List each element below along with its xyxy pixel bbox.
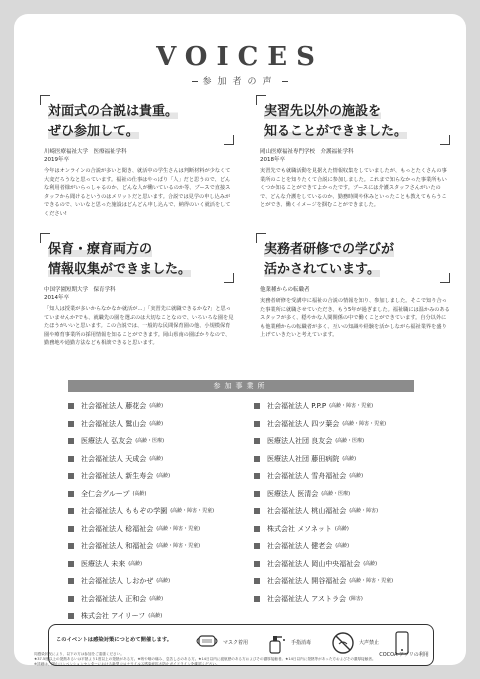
org-item — [68, 540, 248, 558]
bullet-square-icon — [254, 473, 260, 479]
org-category: (高齢) — [334, 525, 349, 532]
bullet-square-icon — [254, 526, 260, 532]
org-item — [68, 593, 248, 611]
page-subtitle: 参加者の声 — [14, 74, 466, 87]
org-category: (高齢) — [363, 560, 378, 567]
bullet-square-icon — [68, 456, 74, 462]
org-name: 社会福祉法人 和福祉会 — [81, 542, 154, 550]
bullet-square-icon — [68, 403, 74, 409]
bullet-square-icon — [254, 438, 260, 444]
voice-headline: 対面式の合説は貴重。 ぜひ参加して。 — [44, 100, 234, 140]
org-name: 社会福祉法人 四ツ葉会 — [267, 419, 340, 428]
org-category: (高齢・障害) — [349, 508, 379, 514]
org-category: (高齢) — [148, 613, 163, 619]
org-name: 社会福祉法人 正和会 — [81, 594, 147, 603]
voice-headline: 実務者研修での学びが 活かされています。 — [260, 238, 450, 278]
bullet-square-icon — [254, 543, 260, 549]
org-category: (高齢) — [149, 595, 164, 602]
org-name: 社会福祉法人 P.P.P — [267, 402, 327, 410]
bullet-square-icon — [68, 508, 74, 514]
org-item — [68, 435, 248, 453]
sanitizer-label: 手指消毒 — [291, 640, 312, 646]
org-name: 社会福祉法人 桃山福祉会 — [267, 507, 347, 515]
voice-card — [44, 238, 234, 348]
org-name: 社会福祉法人 アストラ会 — [267, 594, 346, 603]
org-item — [254, 470, 434, 488]
org-item — [254, 593, 434, 611]
org-item — [254, 400, 434, 418]
org-category: (障害) — [348, 595, 363, 602]
voice-school: 中国学園短期大学 保育学科 2014年卒 — [44, 287, 116, 301]
bullet-square-icon — [254, 403, 260, 409]
org-name: 株式会社 メソネット — [267, 524, 332, 533]
org-item — [254, 435, 434, 453]
org-item — [68, 470, 248, 488]
org-item — [254, 558, 434, 576]
voice-school: 川崎医療福祉大学 医療福祉学科 2019年卒 — [44, 149, 127, 163]
mask-label: マスク着用 — [223, 640, 249, 646]
org-name: 社会福祉法人 鷲山会 — [81, 419, 147, 428]
bullet-square-icon — [68, 438, 74, 444]
voice-card — [44, 100, 234, 219]
org-category: (高齢・医療) — [335, 438, 365, 444]
org-list-right — [254, 400, 434, 610]
org-category: (高齢) — [335, 543, 350, 549]
org-name: 社会福祉法人 藤花会 — [81, 402, 147, 410]
bullet-square-icon — [254, 421, 260, 427]
org-name: 医療法人社団 良友会 — [267, 437, 333, 445]
voice-card — [260, 238, 450, 340]
cocoa-label: COCOA アプリの利用 — [379, 652, 429, 658]
org-name: 社会福祉法人 天成会 — [81, 454, 147, 463]
bullet-square-icon — [68, 613, 74, 619]
org-category: (高齢) — [342, 455, 357, 462]
org-category: (高齢) — [156, 578, 171, 584]
org-category: (高齢) — [149, 455, 164, 462]
org-category: (高齢・障害・児童) — [156, 525, 201, 532]
org-category: (高齢) — [132, 490, 147, 497]
voice-headline: 実習先以外の施設を 知ることができました。 — [260, 100, 450, 140]
org-category: (高齢・障害・児童) — [329, 403, 374, 409]
no-talking-label: 大声禁止 — [359, 640, 380, 646]
footnotes: 同感染状況により、以下の方は参加をご遠慮ください。 ★37.5度以上の発熱あるいは平熱より1度以上の発熱がある方。★咳や咽の痛み、息苦しさのある方。★14日以内に渡航歴のある方およびその濃厚接触者。★14日以内に発熱等があった方およびその濃厚接触者。 ※詳細は、岡山コンベンションセンターにおける新型コロナウイルス感染症拡大防止ガイドラインを確認ください。 — [34, 652, 376, 666]
voice-body: 実務者研修を受講中に福祉の合説の情報を知り、参加しました。そこで知り合った事業所に就職させていただき、もう5年が過ぎました。福祉職には温かみのあるスタッフが多く、穏やかな人間関係の中で働くことができています。自分以外にも他業種からの転職者が多く、互いの知識や経験を活かしながら福祉業界を盛り上げていきたいと考えています。 — [260, 298, 450, 339]
org-category: (高齢・障害・児童) — [156, 543, 201, 549]
org-item — [68, 575, 248, 593]
voice-card — [260, 100, 450, 210]
org-name: 医療法人社団 藤田病院 — [267, 454, 340, 463]
org-item — [254, 540, 434, 558]
org-category: (高齢・障害・児童) — [170, 508, 215, 514]
bullet-square-icon — [254, 491, 260, 497]
bullet-square-icon — [254, 561, 260, 567]
covid-notice-text: このイベントは感染対策につとめて開催します。 — [56, 637, 173, 643]
org-name: 医療法人 医清会 — [267, 489, 319, 498]
org-name: 社会福祉法人 ももぞの学園 — [81, 507, 168, 515]
bullet-square-icon — [254, 456, 260, 462]
org-item — [254, 453, 434, 471]
page-title: VOICES — [156, 42, 324, 72]
participants-heading: 参加事業所 — [68, 380, 414, 392]
bullet-square-icon — [68, 421, 74, 427]
bullet-square-icon — [68, 561, 74, 567]
org-category: (高齢) — [149, 403, 164, 409]
org-item — [68, 488, 248, 506]
org-category: (高齢) — [128, 560, 143, 567]
bullet-square-icon — [254, 596, 260, 602]
org-category: (高齢・医療) — [135, 438, 165, 444]
voice-body: 実習先でも就職活動を見据えた情報収集をしていましたが、もっとたくさんの事業所のことを知りたくて合説に参加しました。これまで知らなかった事業所もいくつか知ることができてよかったです。ブースには介護スタッフさんがいたので、どんな介護をしているのか、勤務時間や休みといったことも教えてもらうことができ、働くイメージを掴むことができました。 — [260, 168, 447, 209]
bullet-square-icon — [68, 491, 74, 497]
org-item — [254, 523, 434, 541]
voice-body: 「知人は授業が多いからなかなか就活が…」「実習先に就職できるかな?」と思っていませんか?でも、就職先の園を選ぶのは大切なことなので、いろいろな園を見たほうがいいと思います。この合説では、一般的な民間保育園の他、小規模保育園や療育事業所の採用情報を知ることができます。岡山県南の園ばかりなので、勤務地や通勤方法なども相談できると思います。 — [44, 306, 234, 347]
org-item — [254, 505, 434, 523]
bullet-square-icon — [68, 473, 74, 479]
org-name: 社会福祉法人 開谷福祉会 — [267, 577, 347, 585]
org-item — [68, 400, 248, 418]
org-name: 医療法人 未来 — [81, 559, 126, 568]
org-item — [254, 488, 434, 506]
bullet-square-icon — [254, 578, 260, 584]
org-item — [68, 523, 248, 541]
voice-body: 今年はオンラインの合説が多いと聞き、就活中の学生さんは判断材料が少なくて大変だろうなと思っています。福祉の仕事はやっぱり「人」だと思うので、どんな利用者様がいらっしゃるのか、どんな人が働いているのか等、ブースで直接スタッフから聞けるというのはメリットだと思います。合説では見学の申し込みができるので、いいなと思った施設はどんどん申し込んで、納得のいく就活をしてください! — [44, 168, 231, 217]
org-name: 社会福祉法人 健老会 — [267, 542, 333, 550]
org-item — [68, 505, 248, 523]
org-name: 社会福祉法人 しおかぜ — [81, 577, 154, 585]
bullet-square-icon — [254, 508, 260, 514]
org-item — [68, 453, 248, 471]
bullet-square-icon — [68, 526, 74, 532]
org-name: 社会福祉法人 稔福祉会 — [81, 524, 154, 533]
voice-school: 岡山医療福祉専門学校 介護福祉学科 2018年卒 — [260, 149, 354, 163]
org-item — [68, 558, 248, 576]
flyer-sheet — [14, 14, 466, 665]
org-item — [68, 418, 248, 436]
org-category: (高齢) — [156, 473, 171, 479]
org-name: 医療法人 弘友会 — [81, 437, 133, 445]
org-category: (高齢・障害・児童) — [342, 420, 387, 427]
bullet-square-icon — [68, 543, 74, 549]
org-item — [254, 575, 434, 593]
org-category: (高齢) — [349, 473, 364, 479]
org-category: (高齢・医療) — [321, 490, 351, 497]
bullet-square-icon — [68, 596, 74, 602]
org-name: 社会福祉法人 新生寿会 — [81, 472, 154, 480]
bullet-square-icon — [68, 578, 74, 584]
org-name: 株式会社 アイリーフ — [81, 612, 146, 620]
voice-headline: 保育・療育両方の 情報収集ができました。 — [44, 238, 234, 278]
org-item — [254, 418, 434, 436]
voices-header — [14, 42, 466, 87]
org-list-left — [68, 400, 248, 628]
org-name: 社会福祉法人 雪舟福祉会 — [267, 472, 347, 480]
org-category: (高齢・障害・児童) — [349, 578, 394, 584]
org-name: 社会福祉法人 岡山中央福祉会 — [267, 559, 361, 568]
org-category: (高齢) — [149, 420, 164, 427]
voice-school: 他業種からの転職者 — [260, 287, 310, 293]
org-name: 全仁会グループ — [81, 489, 130, 498]
